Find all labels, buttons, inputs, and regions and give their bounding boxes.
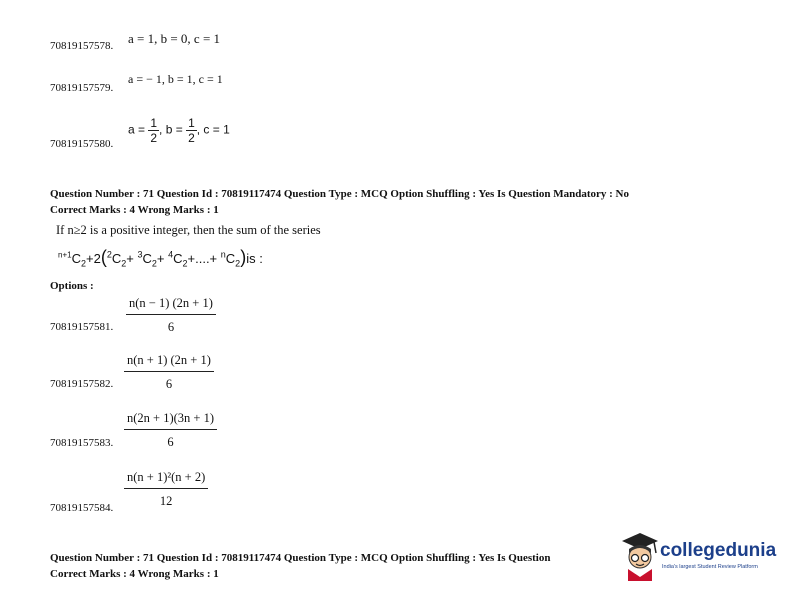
option-id: 70819157584. [50,502,114,514]
option-id: 70819157580. [50,138,114,150]
mascot-logo-icon [618,531,662,581]
options-label: Options : [50,280,94,292]
option-fraction: $\frac{\text{n(n + 1)²(n + 2)}}{12}$ [124,470,208,509]
option-math: a = $\frac{1}{2}$ , b = $\frac{1}{2}$ , c = 1 [128,116,230,145]
option-id: 70819157579. [50,82,114,94]
option-fraction: $\frac{n(2n + 1)(3n + 1)}{6}$ [124,411,217,450]
option-math: a = 1, b = 0, c = 1 [128,31,221,46]
next-question-header: Question Number : 71 Question Id : 70819117474 Question Type : MCQ Option Shuffling : Yes Is Question [50,552,551,564]
option-fraction: $\frac{n(n + 1) (2n + 1)}{6}$ [124,353,214,392]
option-fraction: $\frac{n(n - 1) (2n + 1)}{6}$ [126,296,216,335]
question-marks: Correct Marks : 4 Wrong Marks : 1 [50,204,219,216]
logo-wordmark: collegedunia [660,540,777,561]
question-header: Question Number : 71 Question Id : 70819117474 Question Type : MCQ Option Shuffling : Yes Is Question Mandatory : No [50,188,629,200]
option-id: 70819157581. [50,321,114,333]
next-question-marks: Correct Marks : 4 Wrong Marks : 1 [50,568,219,580]
option-id: 70819157578. [50,40,114,52]
logo-tagline: India's largest Student Review Platform [662,564,758,570]
option-id: 70819157583. [50,437,114,449]
option-math: a = − 1, b = 1, c = 1 [128,72,223,86]
question-text: If n≥2 is a positive integer, then the sum of the series [56,223,321,237]
option-id: 70819157582. [50,378,114,390]
series-expression: $^{n+1}C_2+2(^2C_2+ ^3C_2+ ^4C_2+....+ ^nC_2)is$ : [58,247,263,269]
